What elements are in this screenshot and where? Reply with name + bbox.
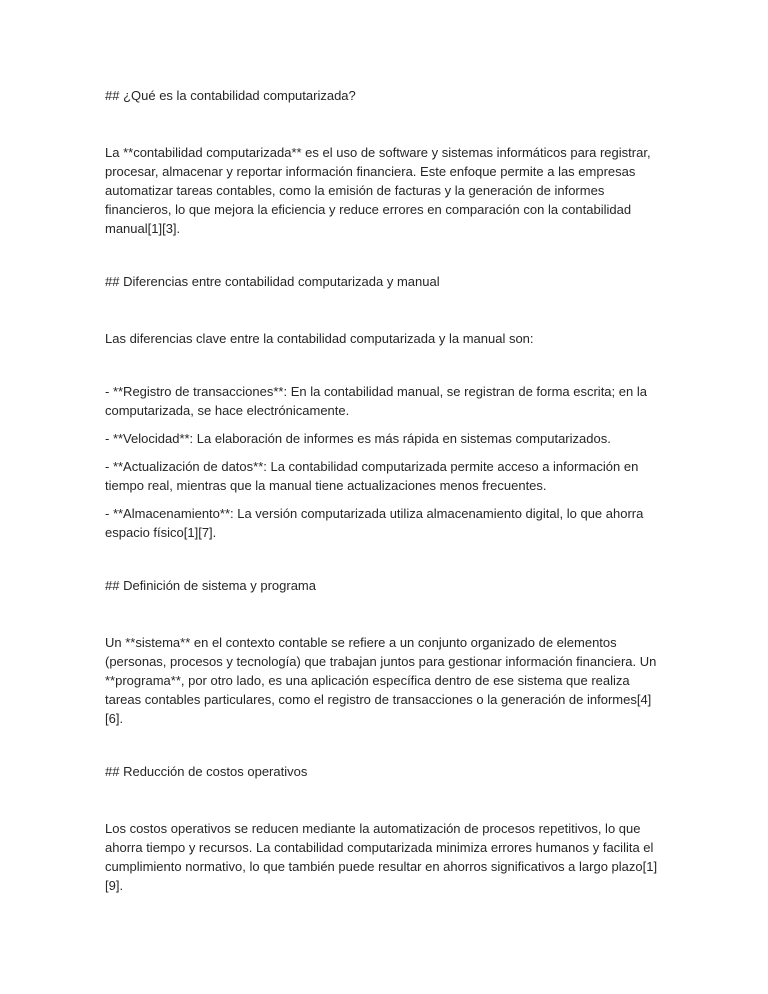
- list-item-registro-transacciones: - **Registro de transacciones**: En la contabilidad manual, se registran de forma escrita; en la computarizada, se hace electrónicamente.: [105, 384, 651, 418]
- list-item-actualizacion-datos: - **Actualización de datos**: La contabilidad computarizada permite acceso a información en tiempo real, mientras que la manual tiene actualizaciones menos frecuentes.: [105, 459, 642, 493]
- paragraph-diferencias-clave: Las diferencias clave entre la contabilidad computarizada y la manual son:: [105, 331, 534, 346]
- heading-que-es-contabilidad-computarizada: ## ¿Qué es la contabilidad computarizada?: [105, 88, 356, 103]
- heading-definicion-sistema-programa: ## Definición de sistema y programa: [105, 578, 316, 593]
- heading-reduccion-costos: ## Reducción de costos operativos: [105, 764, 308, 779]
- list-item-almacenamiento: - **Almacenamiento**: La versión computarizada utiliza almacenamiento digital, lo que ahorra espacio físico[1][7].: [105, 506, 647, 540]
- list-item-velocidad: - **Velocidad**: La elaboración de informes es más rápida en sistemas computarizados.: [105, 431, 611, 446]
- document-content: [105, 86, 665, 895]
- heading-diferencias: ## Diferencias entre contabilidad computarizada y manual: [105, 274, 440, 289]
- paragraph-sistema-programa: Un **sistema** en el contexto contable se refiere a un conjunto organizado de elementos (personas, procesos y tecnología) que trabajan juntos para gestionar información financiera. Un **programa**, por otro lado, es una aplicación específica dentro de ese sistema que realiza tareas contables particulares, como el registro de transacciones o la generación de informes[4][6].: [105, 635, 660, 726]
- paragraph-intro-contabilidad: La **contabilidad computarizada** es el uso de software y sistemas informáticos para registrar, procesar, almacenar y reportar información financiera. Este enfoque permite a las empresas automatizar tareas contables, como la emisión de facturas y la generación de informes financieros, lo que mejora la eficiencia y reduce errores en comparación con la contabilidad manual[1][3].: [105, 145, 655, 236]
- paragraph-costos-operativos: Los costos operativos se reducen mediante la automatización de procesos repetitivos, lo que ahorra tiempo y recursos. La contabilidad computarizada minimiza errores humanos y facilita el cumplimiento normativo, lo que también puede resultar en ahorros significativos a largo plazo[1][9].: [105, 821, 658, 893]
